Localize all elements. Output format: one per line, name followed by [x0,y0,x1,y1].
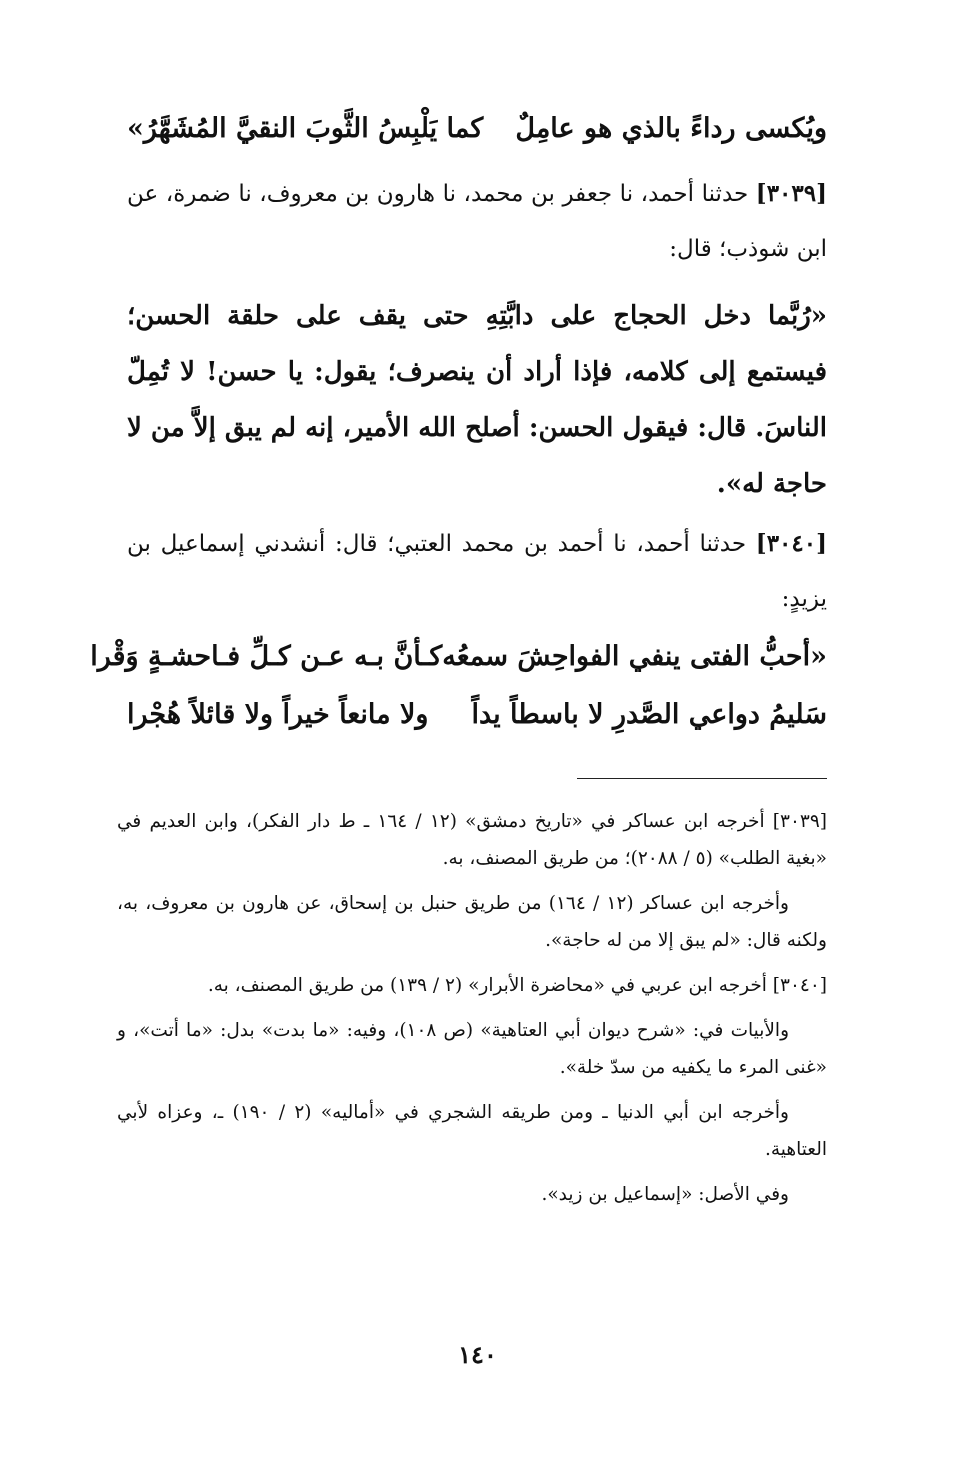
verse-right-hemistich: سَليمُ دواعي الصَّدرِ لا باسطاً يداً [471,699,827,730]
narration-number: [٣٠٤٠] [755,530,827,557]
verse-line [127,686,827,744]
verse-right-hemistich: «أحبُّ الفتى ينفي الفواحِشَ سمعُه [442,641,827,672]
narration-text: حدثنا أحمد، نا جعفر بن محمد، نا هارون بن معروف، نا ضمرة، عن ابن شوذب؛ قال: [127,181,827,262]
narration-number: [٣٠٣٩] [755,180,827,207]
verse-right-hemistich: ويُكسى رداءً بالذي هو عامِلٌ [515,113,827,144]
verses-3040 [90,628,827,744]
footnotes [117,803,827,1221]
verse-line [127,100,827,158]
narration-3040 [127,516,827,627]
footnote: وأخرجه ابن أبي الدنيا ـ ومن طريقه الشجري في «أماليه» (٢ / ١٩٠) ـ، وعزاه لأبي العتاهية. [117,1102,827,1160]
footnote: [٣٠٤٠] أخرجه ابن عربي في «محاضرة الأبرار» (٢ / ١٣٩) من طريق المصنف، به. [207,975,827,996]
footnote-divider [577,778,827,779]
verse-left-hemistich: ولا مانعاً خيراً ولا قائلاً هُجْرا [127,699,429,730]
footnote: [٣٠٣٩] أخرجه ابن عساكر في «تاريخ دمشق» (١٢ / ١٦٤ ـ ط دار الفكر)، وابن العديم في «بغية الطلب» (٥ / ٢٠٨٨)؛ من طريق المصنف، به. [117,811,827,869]
footnote: والأبيات في: «شرح ديوان أبي العتاهية» (ص ١٠٨)، وفيه: «ما بدت» بدل: «ما أتت»، و «غنى المرء ما يكفيه من سدّ خلة». [117,1020,827,1078]
verse-left-hemistich: كـأنَّ بـه عـن كـلِّ فـاحشـةٍ وَقْرا [90,641,443,672]
page-number: ١٤٠ [458,1340,497,1369]
footnote: وأخرجه ابن عساكر (١٢ / ١٦٤) من طريق حنبل بن إسحاق، عن هارون بن معروف، به، ولكنه قال: «لم يبق إلا من له حاجة». [117,893,827,951]
top-verse [127,100,827,158]
footnote: وفي الأصل: «إسماعيل بن زيد». [541,1184,789,1205]
quote-3039: «رُبَّما دخل الحجاج على دابَّتِهِ حتى يقف على حلقة الحسن؛ فيستمع إلى كلامه، فإذا أراد أن ينصرف؛ يقول: يا حسن! لا تُمِلّ الناسَ. قال: فيقول الحسن: أصلح الله الأمير، إنه لم يبق إلاَّ من لا حاجة له». [127,301,827,499]
verse-left-hemistich: كما يَلْبِسُ الثَّوبَ النقيَّ المُشَهَّرُ» [127,113,484,144]
narration-3039 [127,166,827,277]
verse-line [90,628,827,686]
narration-text: حدثنا أحمد، نا أحمد بن محمد العتبي؛ قال: أنشدني إسماعيل بن يزيدٍ: [127,531,827,612]
